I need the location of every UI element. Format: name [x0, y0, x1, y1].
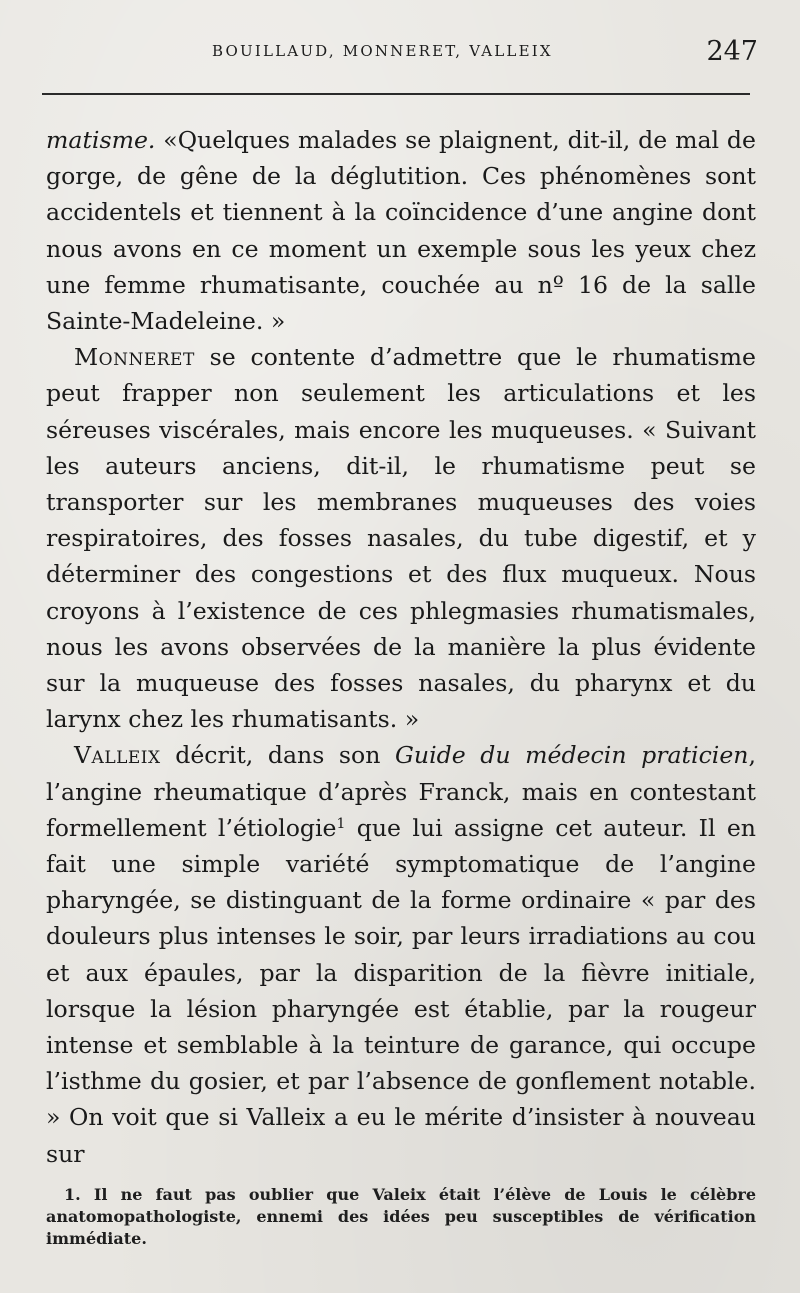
footnote-text: Il ne faut pas oublier que Valeix était l’élève de Louis le célèbre anatomopathologiste, ennemi des idées peu susceptibles de vérification immédiate. — [46, 1185, 756, 1248]
paragraph-2 — [46, 339, 756, 737]
running-title: BOUILLAUD, MONNERET, VALLEIX — [212, 42, 553, 60]
paragraph-1-italic-start: matisme. — [46, 126, 156, 154]
footnote-reference: 1 — [336, 815, 346, 832]
paragraph-1-text: «Quelques malades se plaignent, dit-il, de mal de gorge, de gêne de la déglutition. Ces phénomènes sont accidentels et tiennent à la coïncidence d’une angine dont nous avons en ce moment un exemple sous les yeux chez une femme rhumatisante, couchée au nº 16 de la salle Sainte-Madeleine. » — [46, 126, 756, 336]
book-title: Guide du médecin praticien — [395, 741, 749, 770]
footnote — [46, 1184, 756, 1250]
footnote-number: 1. — [64, 1185, 81, 1204]
paragraph-3-text-a: décrit, dans son — [160, 741, 396, 770]
paragraph-3-text-c: que lui assigne cet auteur. Il en fait une simple variété symptomatique de l’angine pharyngée, se distinguant de la forme ordinaire « par des douleurs plus intenses le soir, par leurs irradiations au cou et aux épaules, par la disparition de la fièvre initiale, lorsque la lésion pharyngée est établie, par la rougeur intense et semblable à la teinture de garance, qui occupe l’isthme du gosier, et par l’absence de gonflement notable. » On voit que si Valleix a eu le mérite d’insister à nouveau sur — [46, 813, 756, 1168]
header-rule — [42, 93, 750, 95]
paragraph-3-text-b: , l’angine rheumatique d’après Franck, mais en contestant formellement l’étiologie — [46, 741, 756, 842]
paragraph-1 — [46, 122, 756, 339]
author-name-monneret: Monneret — [74, 343, 195, 372]
page-number: 247 — [706, 36, 758, 67]
paragraph-2-text: se contente d’admettre que le rhumatisme peut frapper non seulement les articulations et les séreuses viscérales, mais encore les muqueuses. « Suivant les auteurs anciens, dit-il, le rhumatisme peut se transporter sur les membranes muqueuses des voies respiratoires, des fosses nasales, du tube digestif, et y déterminer des congestions et des flux muqueux. Nous croyons à l’existence de ces phlegmasies rhumatismales, nous les avons observées de la manière la plus évidente sur la muqueuse des fosses nasales, du pharynx et du larynx chez les rhumatisants. » — [46, 343, 756, 734]
paragraph-3 — [46, 737, 756, 1171]
body-text — [46, 122, 756, 1172]
author-name-valleix: Valleix — [74, 741, 161, 770]
running-head — [0, 38, 800, 68]
